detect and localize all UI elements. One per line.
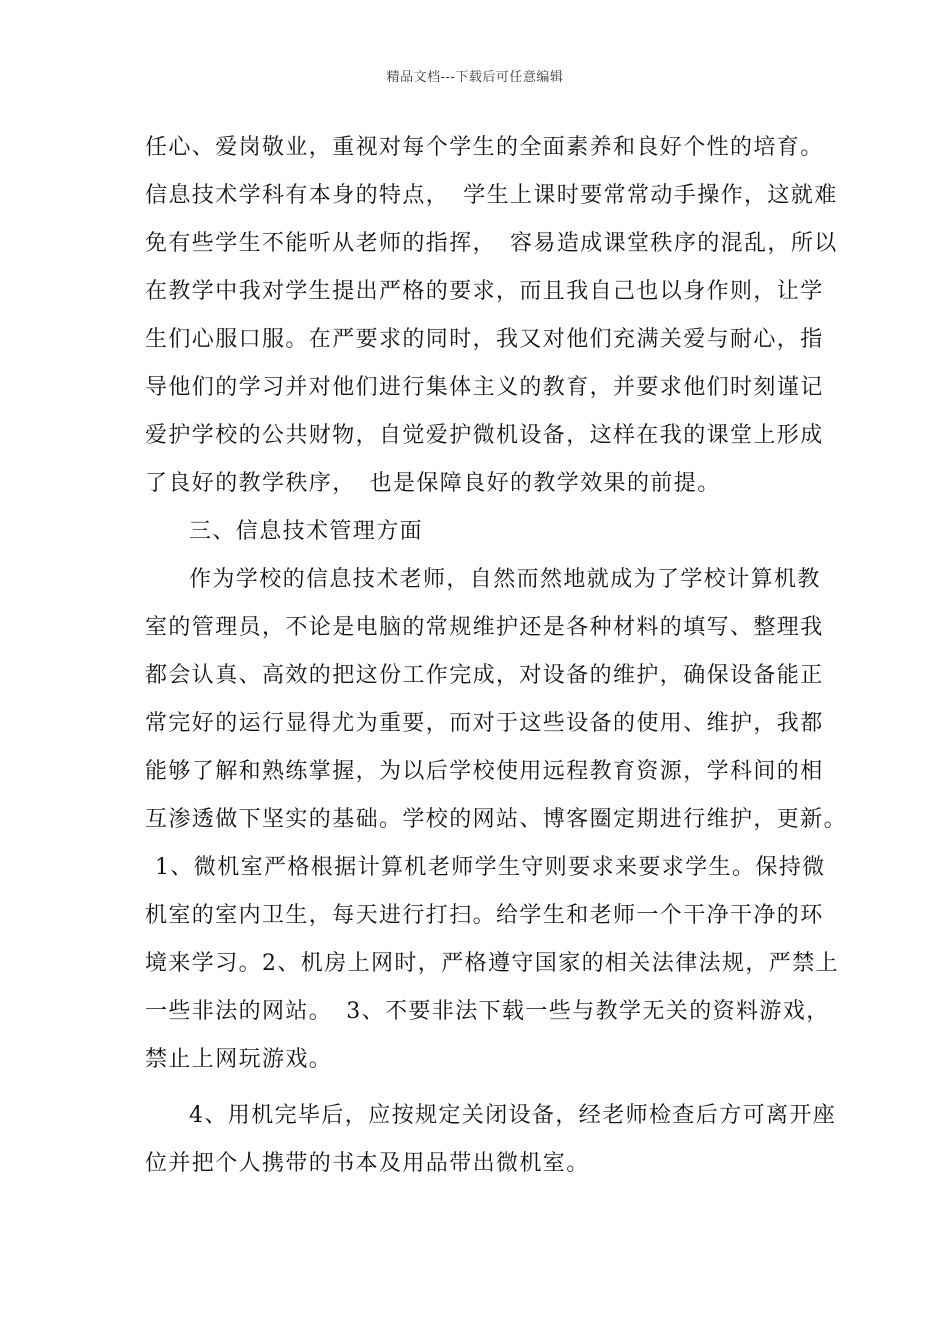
- text-line: 机室的室内卫生，每天进行打扫。给学生和老师一个干净干净的环: [145, 903, 824, 928]
- text-line: 位并把个人携带的书本及用品带出微机室。: [145, 1151, 590, 1176]
- text-line: 导他们的学习并对他们进行集体主义的教育，并要求他们时刻谨记: [145, 375, 824, 400]
- text-segment: 容易造成课堂秩序的混乱，所以: [510, 231, 838, 256]
- text-line: 作为学校的信息技术老师，自然而然地就成为了学校计算机教: [189, 567, 821, 592]
- text-line: 在教学中我对学生提出严格的要求，而且我自己也以身作则，让学: [145, 279, 824, 304]
- text-segment: 信息技术学科有本身的特点，: [145, 183, 450, 208]
- text-line: 都会认真、高效的把这份工作完成，对设备的维护，确保设备能正: [145, 663, 824, 688]
- text-segment: 也是保障良好的教学效果的前提。: [369, 471, 721, 496]
- page-header: 精品文档---下载后可任意编辑: [386, 70, 564, 85]
- text-line: [145, 460, 825, 508]
- text-line: 禁止上网玩游戏。: [145, 1047, 333, 1072]
- text-line: 互渗透做下坚实的基础。学校的网站、博客圈定期进行维护，更新。: [145, 807, 848, 832]
- text-line: [145, 988, 830, 1036]
- text-line: 任心、爱岗敬业，重视对每个学生的全面素养和良好个性的培育。: [145, 135, 824, 160]
- text-line: 4、用机完毕后，应按规定关闭设备，经老师检查后方可离开座: [189, 1103, 837, 1128]
- text-line: 境来学习。2、机房上网时，严格遵守国家的相关法律法规，严禁上: [145, 951, 839, 976]
- text-segment: 学生上课时要常常动手操作，这就难: [463, 183, 838, 208]
- text-line: 室的管理员，不论是电脑的常规维护还是各种材料的填写、整理我: [145, 615, 824, 640]
- text-line: [145, 220, 838, 268]
- text-segment: 免有些学生不能听从老师的指挥，: [145, 231, 497, 256]
- document-body: [145, 124, 848, 1188]
- text-line: [145, 172, 838, 220]
- text-segment: 了良好的教学秩序，: [145, 471, 356, 496]
- text-line: 爱护学校的公共财物，自觉爱护微机设备，这样在我的课堂上形成: [145, 423, 824, 448]
- text-line: 生们心服口服。在严要求的同时，我又对他们充满关爱与耐心，指: [145, 327, 824, 352]
- text-line: 1、微机室严格根据计算机老师学生守则要求来要求学生。保持微: [155, 855, 826, 880]
- text-line: 能够了解和熟练掌握，为以后学校使用远程教育资源，学科间的相: [145, 759, 824, 784]
- section-heading: 三、信息技术管理方面: [189, 519, 424, 544]
- text-line: 常完好的运行显得尤为重要，而对于这些设备的使用、维护，我都: [145, 711, 824, 736]
- text-segment: 一些非法的网站。: [145, 999, 333, 1024]
- text-segment: 3、不要非法下载一些与教学无关的资料游戏，: [346, 999, 830, 1024]
